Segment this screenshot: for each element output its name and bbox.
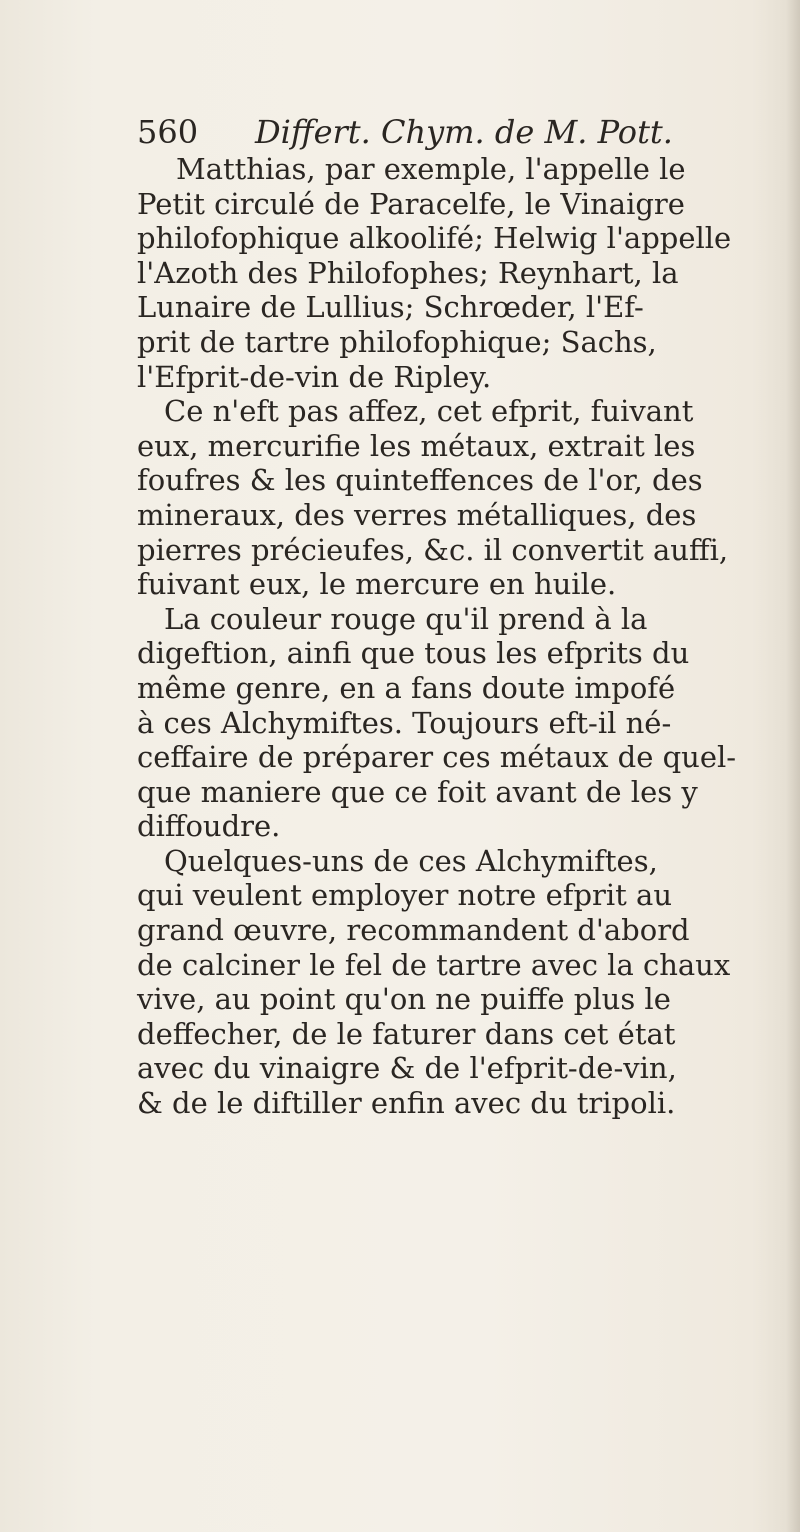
text-line: grand œuvre, recommandent d'abord [137, 913, 690, 948]
text-line: deffecher, de le faturer dans cet état [137, 1016, 676, 1051]
page-text [137, 112, 777, 1121]
text-line: Petit circulé de Paracelfe, le Vinaigre [137, 186, 685, 221]
text-line: l'Efprit-de-vin de Ripley. [137, 359, 492, 394]
text-line: Matthias, par exemple, l'appelle le [176, 152, 686, 186]
text-line: & de le diftiller enfin avec du tripoli. [137, 1086, 676, 1121]
text-line: eux, mercurifie les métaux, extrait les [137, 428, 696, 463]
text-line: que maniere que ce foit avant de les y [137, 774, 698, 809]
text-line: avec du vinaigre & de l'efprit-de-vin, [137, 1051, 677, 1086]
page-edge-shadow [786, 0, 800, 1532]
running-title: Differt. Chym. de M. Pott. [255, 113, 673, 151]
text-line: ceffaire de préparer ces métaux de quel- [137, 740, 737, 775]
text-line: Ce n'eft pas affez, cet efprit, fuivant [164, 394, 694, 429]
text-line: prit de tartre philofophique; Sachs, [137, 324, 657, 359]
text-line: même genre, en a fans doute impofé [137, 670, 676, 705]
text-line: La couleur rouge qu'il prend à la [164, 601, 648, 636]
text-line: fuivant eux, le mercure en huile. [137, 567, 617, 602]
page-number: 560 [137, 113, 199, 151]
text-line: diffoudre. [137, 809, 281, 844]
text-line: qui veulent employer notre efprit au [137, 878, 672, 913]
text-line: foufres & les quinteffences de l'or, des [137, 463, 703, 498]
text-line: philofophique alkoolifé; Helwig l'appelle [137, 221, 732, 256]
text-line: Lunaire de Lullius; Schrœder, l'Ef- [137, 290, 644, 325]
text-line: Quelques-uns de ces Alchymiftes, [164, 843, 658, 878]
text-line: pierres précieufes, &c. il convertit auffi, [137, 532, 729, 567]
text-line: digeftion, ainfi que tous les efprits du [137, 636, 690, 671]
text-line: mineraux, des verres métalliques, des [137, 497, 697, 532]
text-line: à ces Alchymiftes. Toujours eft-il né- [137, 705, 672, 740]
text-line: l'Azoth des Philofophes; Reynhart, la [137, 255, 679, 290]
text-line: de calciner le fel de tartre avec la chaux [137, 947, 731, 982]
running-head [137, 112, 777, 152]
text-line: vive, au point qu'on ne puiffe plus le [137, 982, 671, 1017]
